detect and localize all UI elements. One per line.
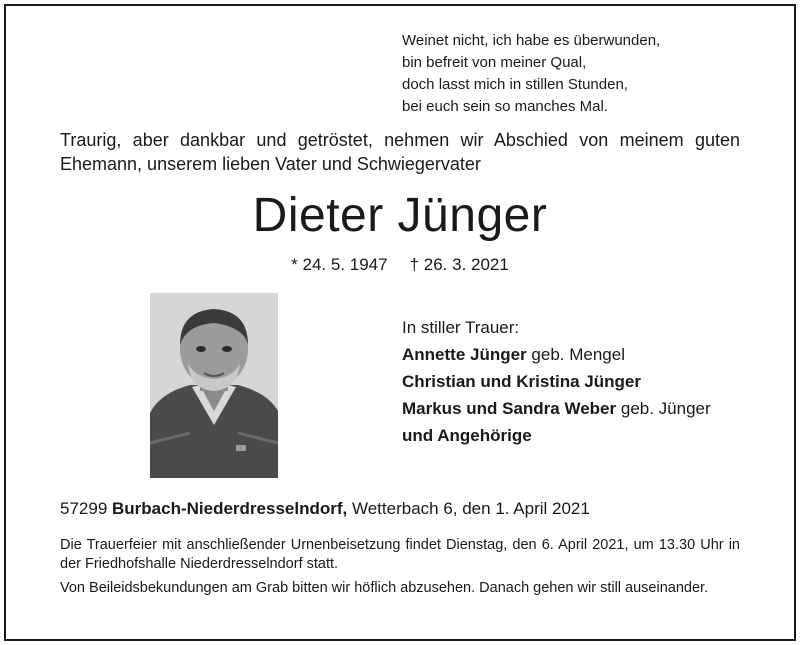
mourner-entry xyxy=(402,422,782,449)
mourner-suffix: geb. Mengel xyxy=(526,345,625,364)
portrait-photo xyxy=(150,293,278,478)
poem-line: bin befreit von meiner Qual, xyxy=(402,54,587,71)
mourner-name: und Angehörige xyxy=(402,426,532,445)
mourner-suffix: geb. Jünger xyxy=(616,399,711,418)
death-date: † 26. 3. 2021 xyxy=(409,255,509,274)
mourner-name: Christian und Kristina Jünger xyxy=(402,372,641,391)
poem xyxy=(402,30,782,118)
town: Burbach-Niederdresselndorf, xyxy=(112,499,348,518)
location-line xyxy=(60,498,760,520)
deceased-name: Dieter Jünger xyxy=(252,189,548,242)
birth-date: * 24. 5. 1947 xyxy=(291,255,388,274)
mourner-entry xyxy=(402,395,782,422)
mourner-entry xyxy=(402,341,782,368)
address-date: Wetterbach 6, den 1. April 2021 xyxy=(351,499,590,518)
postcode: 57299 xyxy=(60,499,108,518)
portrait-illustration xyxy=(150,293,278,478)
poem-line: doch lasst mich in stillen Stunden, xyxy=(402,76,628,93)
mourners-heading: In stiller Trauer: xyxy=(402,318,520,337)
mourner-name: Annette Jünger xyxy=(402,345,527,364)
poem-line: Weinet nicht, ich habe es überwunden, xyxy=(402,32,661,49)
poem-line: bei euch sein so manches Mal. xyxy=(402,98,608,115)
mourner-entry xyxy=(402,368,782,395)
life-dates xyxy=(0,254,800,276)
condolence-notice: Von Beileidsbekundungen am Grab bitten wir höflich abzusehen. Danach gehen wir still auseinander. xyxy=(60,580,709,596)
mourner-name: Markus und Sandra Weber xyxy=(402,399,617,418)
funeral-notice: Die Trauerfeier mit anschließender Urnenbeisetzung findet Dienstag, den 6. April 2021, um 13.30 Uhr in der Friedhofshalle Niederdresselndorf statt. xyxy=(60,537,740,572)
intro-text: Traurig, aber dankbar und getröstet, nehmen wir Abschied von meinem guten Ehemann, unserem lieben Vater und Schwiegervater xyxy=(60,130,740,174)
mourners-list xyxy=(402,314,782,449)
